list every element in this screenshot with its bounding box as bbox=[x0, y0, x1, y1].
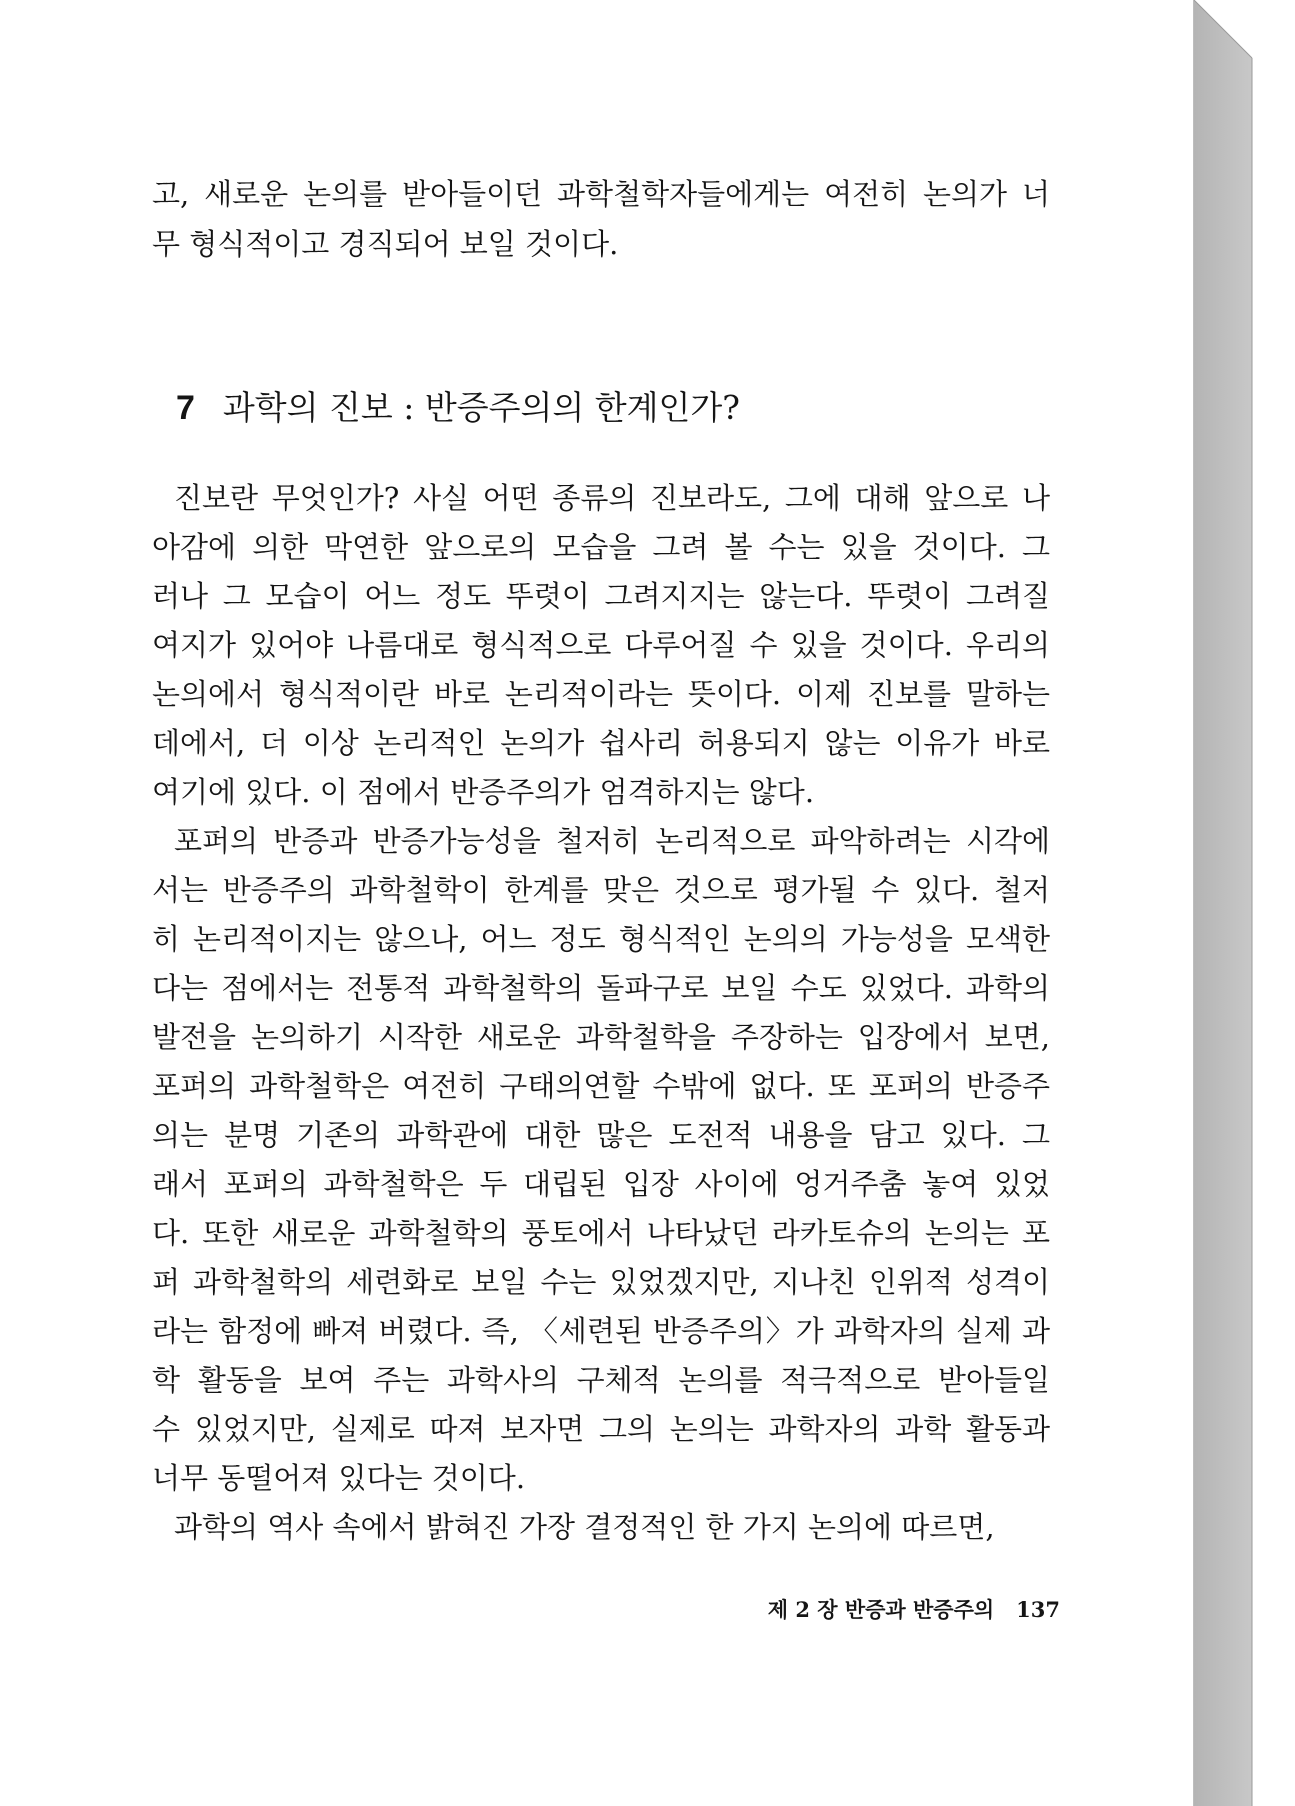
text-line: 다는 점에서는 전통적 과학철학의 돌파구로 보일 수도 있었다. 과학의 bbox=[152, 971, 1050, 1005]
text-line: 라는 함정에 빠져 버렸다. 즉, 〈세련된 반증주의〉가 과학자의 실제 과 bbox=[152, 1314, 1050, 1348]
text-line: 러나 그 모습이 어느 정도 뚜렷이 그려지지는 않는다. 뚜렷이 그려질 bbox=[152, 579, 1050, 613]
text-line: 서는 반증주의 과학철학이 한계를 맞은 것으로 평가될 수 있다. 철저 bbox=[152, 873, 1050, 907]
section-heading bbox=[176, 383, 740, 433]
text-line: 여기에 있다. 이 점에서 반증주의가 엄격하지는 않다. bbox=[152, 775, 815, 809]
text-line: 아감에 의한 막연한 앞으로의 모습을 그려 볼 수는 있을 것이다. 그 bbox=[152, 530, 1050, 564]
page-number: 137 bbox=[1016, 1597, 1060, 1622]
text-line: 래서 포퍼의 과학철학은 두 대립된 입장 사이에 엉거주춤 놓여 있었 bbox=[152, 1167, 1050, 1201]
text-line: 학 활동을 보여 주는 과학사의 구체적 논의를 적극적으로 받아들일 bbox=[152, 1363, 1050, 1397]
text-line: 퍼 과학철학의 세련화로 보일 수는 있었겠지만, 지나친 인위적 성격이 bbox=[152, 1265, 1050, 1299]
section-title: 과학의 진보 : 반증주의의 한계인가? bbox=[222, 388, 740, 427]
text-line: 데에서, 더 이상 논리적인 논의가 쉽사리 허용되지 않는 이유가 바로 bbox=[152, 726, 1050, 760]
text-line: 여지가 있어야 나름대로 형식적으로 다루어질 수 있을 것이다. 우리의 bbox=[152, 628, 1050, 662]
text-line: 다. 또한 새로운 과학철학의 풍토에서 나타났던 라카토슈의 논의는 포 bbox=[152, 1216, 1050, 1250]
text-line: 논의에서 형식적이란 바로 논리적이라는 뜻이다. 이제 진보를 말하는 bbox=[152, 677, 1050, 711]
text-line: 의는 분명 기존의 과학관에 대한 많은 도전적 내용을 담고 있다. 그 bbox=[152, 1118, 1050, 1152]
section-number: 7 bbox=[176, 389, 195, 427]
text-line: 히 논리적이지는 않으나, 어느 정도 형식적인 논의의 가능성을 모색한 bbox=[152, 922, 1050, 956]
text-line: 수 있었지만, 실제로 따져 보자면 그의 논의는 과학자의 과학 활동과 bbox=[152, 1412, 1050, 1446]
text-line: 과학의 역사 속에서 밝혀진 가장 결정적인 한 가지 논의에 따르면, bbox=[174, 1510, 995, 1544]
text-line: 고, 새로운 논의를 받아들이던 과학철학자들에게는 여전히 논의가 너 bbox=[152, 177, 1050, 211]
footer-chapter-title: 제 2 장 반증과 반증주의 bbox=[767, 1597, 995, 1622]
text-line: 진보란 무엇인가? 사실 어떤 종류의 진보라도, 그에 대해 앞으로 나 bbox=[174, 481, 1050, 515]
book-spine-edge bbox=[1194, 0, 1252, 1806]
text-line: 포퍼의 반증과 반증가능성을 철저히 논리적으로 파악하려는 시각에 bbox=[174, 824, 1050, 858]
text-line: 포퍼의 과학철학은 여전히 구태의연할 수밖에 없다. 또 포퍼의 반증주 bbox=[152, 1069, 1050, 1103]
text-line: 무 형식적이고 경직되어 보일 것이다. bbox=[152, 227, 619, 261]
text-line: 너무 동떨어져 있다는 것이다. bbox=[152, 1461, 526, 1495]
running-footer bbox=[768, 1595, 1060, 1625]
text-line: 발전을 논의하기 시작한 새로운 과학철학을 주장하는 입장에서 보면, bbox=[152, 1020, 1050, 1054]
